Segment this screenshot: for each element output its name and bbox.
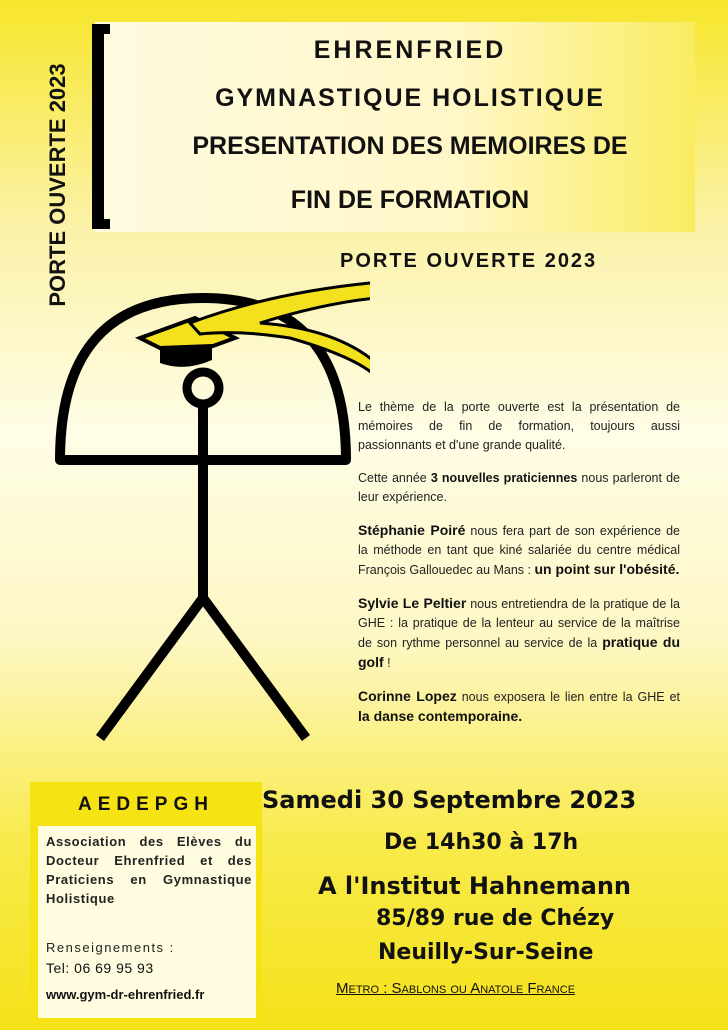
speaker-1-text: nous fera part de son expérience de la méthode en tant que kiné salariée du centre médical François Gallouedec au Mans : (358, 524, 681, 577)
website-link[interactable]: www.gym-dr-ehrenfried.fr (46, 987, 205, 1002)
speaker-3-text: nous exposera le lien entre la GHE et (456, 690, 680, 704)
speaker-3-paragraph (358, 687, 680, 727)
gymnast-figure-icon (40, 268, 370, 748)
speaker-2-topic: pratique du golf (358, 634, 680, 670)
event-date: Samedi 30 Septembre 2023 (262, 786, 637, 814)
association-acronym: AEDEPGH (78, 794, 214, 815)
speaker-2-end: ! (383, 656, 391, 670)
event-street: 85/89 rue de Chézy (376, 906, 615, 931)
speaker-1-paragraph (358, 521, 680, 580)
year-pre: Cette année (358, 471, 431, 485)
year-paragraph (358, 469, 680, 507)
title-bracket (92, 24, 110, 229)
speaker-2-text: nous entretiendra de la pratique de la GHE : la pratique de la lenteur au service de la maîtrise de son rythme personnel au service de la (358, 597, 680, 650)
body-text (358, 398, 680, 741)
speaker-3-topic: la danse contemporaine. (358, 708, 523, 724)
year-bold: 3 nouvelles praticiennes (430, 471, 578, 485)
title-line-1: EHRENFRIED (313, 36, 507, 64)
speaker-2-name: Sylvie Le Peltier (358, 595, 467, 611)
speaker-2-paragraph (358, 594, 680, 673)
title-line-4: FIN DE FORMATION (290, 186, 530, 214)
subtitle: PORTE OUVERTE 2023 (340, 250, 598, 272)
title-line-3: PRESENTATION DES MEMOIRES DE (192, 132, 628, 160)
speaker-1-topic: un point sur l'obésité. (534, 561, 680, 577)
phone-text: Tel: 06 69 95 93 (46, 960, 154, 976)
phone (46, 960, 154, 976)
event-time: De 14h30 à 17h (384, 830, 579, 855)
year-post: nous parleront de leur expérience. (358, 471, 680, 504)
event-venue: A l'Institut Hahnemann (318, 872, 631, 900)
speaker-1-name: Stéphanie Poiré (358, 522, 466, 538)
title-line-2: GYMNASTIQUE HOLISTIQUE (215, 84, 605, 112)
speaker-3-name: Corinne Lopez (358, 688, 457, 704)
event-city: Neuilly-Sur-Seine (378, 940, 594, 965)
info-label: Renseignements : (46, 940, 175, 955)
association-name: Association des Elèves du Docteur Ehrenfried et des Praticiens en Gymnastique Holistique (46, 834, 252, 906)
metro-info: Metro : Sablons ou Anatole France (336, 980, 576, 997)
intro-paragraph: Le thème de la porte ouverte est la présentation de mémoires de fin de formation, toujours aussi passionnants et d'une grande qualité. (358, 400, 680, 452)
side-label-text: PORTE OUVERTE 2023 (45, 63, 70, 307)
